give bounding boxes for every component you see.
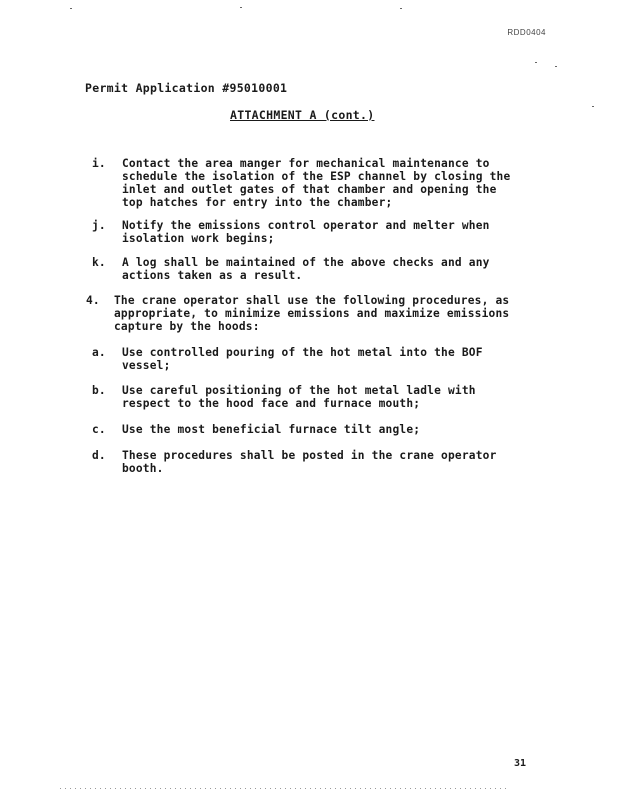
scan-speck — [240, 7, 242, 8]
list-item-label: 4. — [86, 294, 100, 307]
list-item-text: These procedures shall be posted in the crane operator booth. — [122, 449, 497, 475]
list-item-label: c. — [92, 423, 106, 436]
list-item-label: d. — [92, 449, 106, 462]
scan-speck — [70, 8, 72, 9]
list-item-text: A log shall be maintained of the above checks and any actions taken as a result. — [122, 256, 490, 282]
scan-speck — [592, 106, 594, 107]
attachment-heading: ATTACHMENT A (cont.) — [230, 108, 375, 122]
list-item-text: Use the most beneficial furnace tilt angle; — [122, 423, 421, 436]
document-stamp: RDD0404 — [507, 28, 546, 37]
list-item-text: The crane operator shall use the following procedures, as appropriate, to minimize emissions and maximize emissions capture by the hoods: — [114, 294, 510, 333]
list-item-text: Use controlled pouring of the hot metal into the BOF vessel; — [122, 346, 483, 372]
list-item-label: a. — [92, 346, 106, 359]
scan-speck — [535, 62, 537, 63]
list-item-text: Use careful positioning of the hot metal ladle with respect to the hood face and furnace mouth; — [122, 384, 476, 410]
scan-speck — [400, 8, 402, 9]
scan-speck — [555, 66, 557, 67]
permit-application-heading: Permit Application #95010001 — [85, 81, 288, 95]
page-number: 31 — [514, 758, 527, 769]
list-item-label: i. — [92, 157, 106, 170]
list-item-text: Notify the emissions control operator and melter when isolation work begins; — [122, 219, 490, 245]
scan-edge-artifact — [60, 788, 510, 789]
list-item-label: k. — [92, 256, 106, 269]
list-item-label: b. — [92, 384, 106, 397]
list-item-label: j. — [92, 219, 106, 232]
list-item-text: Contact the area manger for mechanical maintenance to schedule the isolation of the ESP channel by closing the inlet and outlet gates of that chamber and opening the top hatches for entry into the chamber; — [122, 157, 511, 209]
